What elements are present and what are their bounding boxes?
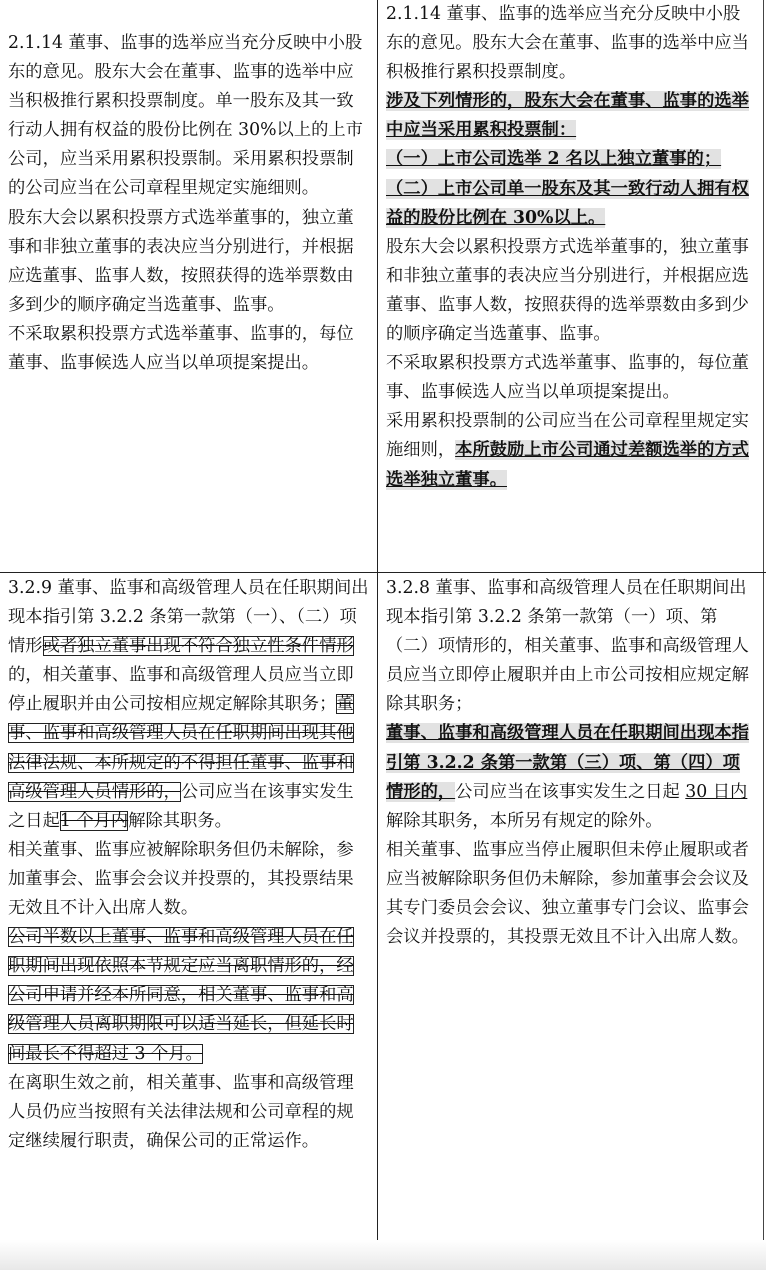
row1-left-p3: 不采取累积投票方式选举董事、监事的，每位董事、监事候选人应当以单项提案提出。 xyxy=(8,323,354,374)
row2-right-p3: 相关董事、监事应当停止履职但未停止履职或者应当被解除职务但仍未解除，参加董事会会议及其专门委员会会议、独立董事专门会议、监事会会议并投票的，其投票无效且不计入出席人数。 xyxy=(386,839,749,948)
row1-right-p3 xyxy=(386,145,755,174)
row1-right-p2 xyxy=(386,87,755,145)
row2-revised-cell xyxy=(378,574,763,952)
row1-revised-cell xyxy=(378,0,763,495)
row1-original-cell xyxy=(0,29,377,378)
inserted-text: （一）上市公司选举 2 名以上独立董事的； xyxy=(386,149,722,170)
right-border xyxy=(763,0,764,1270)
inserted-text: 涉及下列情形的，股东大会在董事、监事的选举中应当采用累积投票制： xyxy=(386,91,749,141)
plain-text: 公司应当在该事实发生之日起 xyxy=(455,781,686,802)
row1-right-p7 xyxy=(386,407,755,494)
row2-original-cell xyxy=(0,574,377,1156)
row1-left-p2: 股东大会以累积投票方式选举董事的，独立董事和非独立董事的表决应当分别进行，并根据应选董事、监事人数，按照获得的选举票数由多到少的顺序确定当选董事、监事。 xyxy=(8,207,354,315)
row1-right-p1: 2.1.14 董事、监事的选举应当充分反映中小股东的意见。股东大会在董事、监事的选举中应当积极推行累积投票制度。 xyxy=(386,4,749,83)
inserted-text: 本所鼓励上市公司通过差额选举的方式选举独立董事。 xyxy=(386,440,749,490)
row2-left-p4: 在离职生效之前，相关董事、监事和高级管理人员仍应当按照有关法律法规和公司章程的规定继续履行职责，确保公司的正常运作。 xyxy=(8,1072,354,1151)
plain-text: 采用累积投票制的公司应当在公司章程里规定实施细则， xyxy=(386,411,749,461)
row1-right-p6: 不采取累积投票方式选举董事、监事的，每位董事、监事候选人应当以单项提案提出。 xyxy=(386,353,749,403)
inserted-text: 30 日内 xyxy=(685,781,748,802)
page-bottom-edge xyxy=(0,1240,766,1270)
row2-left-p1 xyxy=(8,574,369,836)
row1-right-p5: 股东大会以累积投票方式选举董事的，独立董事和非独立董事的表决应当分别进行，并根据应选董事、监事人数，按照获得的选举票数由多到少的顺序确定当选董事、监事。 xyxy=(386,236,749,345)
inserted-text: 董事、监事和高级管理人员在任职期间出现本指引第 3.2.2 条第一款第（三）项、第（四）项情形的， xyxy=(386,723,749,802)
row2-right-p1: 3.2.8 董事、监事和高级管理人员在任职期间出现本指引第 3.2.2 条第一款第（一）项、第（二）项情形的，相关董事、监事和高级管理人员应当立即停止履职并由上市公司按相应规定解除其职务； xyxy=(386,578,749,715)
plain-text: 解除其职务，本所另有规定的除外。 xyxy=(386,810,663,831)
plain-text: 3.2.9 董事、监事和高级管理人员在任职期间出现本指引第 3.2.2 条第一款第（一）、（二）项情形 xyxy=(8,578,369,657)
row1-right-p4 xyxy=(386,175,755,233)
deleted-text: 董事、监事和高级管理人员在任职期间出现其他法律法规、本所规定的不得担任董事、监事和高级管理人员情形的， xyxy=(8,694,354,802)
deleted-text: 1 个月内 xyxy=(59,810,129,831)
row2-left-p2: 相关董事、监事应被解除职务但仍未解除，参加董事会、监事会会议并投票的，其投票结果无效且不计入出席人数。 xyxy=(8,839,354,919)
plain-text: 的，相关董事、监事和高级管理人员应当立即停止履职并由公司按相应规定解除其职务； xyxy=(8,665,354,715)
plain-text: 公司应当在该事实发生之日起 xyxy=(8,781,354,831)
deleted-text: 或者独立董事出现不符合独立性条件情形 xyxy=(42,636,354,657)
row2-left-p3 xyxy=(8,923,369,1068)
row2-right-p2 xyxy=(386,719,755,835)
row-divider xyxy=(0,572,766,573)
plain-text: 解除其职务。 xyxy=(128,810,232,831)
inserted-text: （二）上市公司单一股东及其一致行动人拥有权益的股份比例在 30%以上。 xyxy=(386,178,749,228)
row1-left-p1: 2.1.14 董事、监事的选举应当充分反映中小股东的意见。股东大会在董事、监事的选举中应当积极推行累积投票制度。单一股东及其一致行动人拥有权益的股份比例在 30%以上的上市公司，应当采用累积投票制。采用累积投票制的公司应当在公司章程里规定实施细则。 xyxy=(8,33,363,199)
deleted-text: 公司半数以上董事、监事和高级管理人员在任职期间出现依照本节规定应当离职情形的，经公司申请并经本所同意，相关董事、监事和高级管理人员离职期限可以适当延长，但延长时间最长不得超过 3 个月。 xyxy=(8,927,354,1064)
